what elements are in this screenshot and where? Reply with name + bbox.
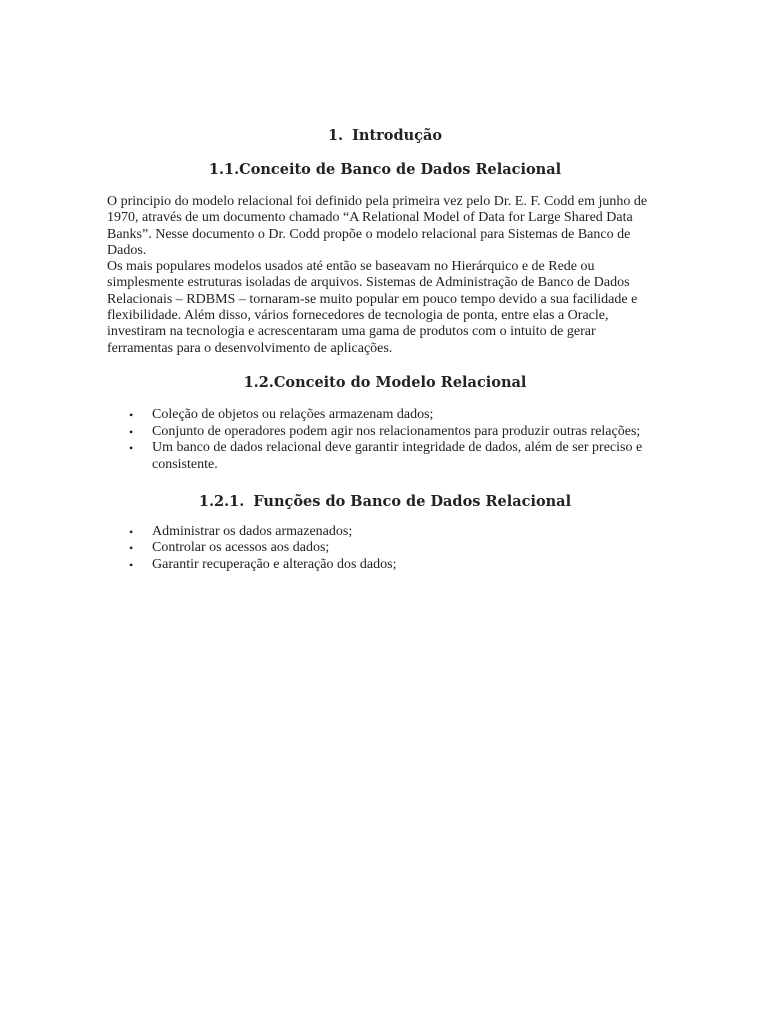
bullet-icon: •: [129, 441, 134, 456]
heading-title: Conceito de Banco de Dados Relacional: [239, 161, 562, 178]
list-item: [107, 424, 663, 441]
list-item: [107, 524, 663, 541]
bullet-icon: •: [129, 541, 134, 556]
heading-number: 1.2.1.: [198, 492, 245, 510]
paragraph-modelos: Os mais populares modelos usados até então se baseavam no Hierárquico e de Rede ou simplesmente estruturas isoladas de arquivos. Sistemas de Administração de Banco de Dados Relacionais – RDBMS – tornaram-se muito popular em pouco tempo devido a sua facilidade e flexibilidade. Além disso, vários fornecedores de tecnologia de ponta, entre elas a Oracle, investiram na tecnologia e acrescentaram uma gama de produtos com o intuito de gerar ferramentas para o desenvolvimento de aplicações.: [107, 259, 638, 356]
list-item-text: Um banco de dados relacional deve garantir integridade de dados, além de ser preciso e consistente.: [152, 440, 643, 473]
heading-conceito-banco-dados: [107, 160, 663, 180]
document-content: [107, 126, 663, 592]
list-item-text: Coleção de objetos ou relações armazenam dados;: [152, 406, 434, 422]
heading-introducao: [107, 126, 663, 146]
list-item: [107, 540, 663, 557]
heading-title: Conceito do Modelo Relacional: [273, 373, 527, 391]
list-item: [107, 440, 663, 473]
heading-conceito-modelo: [107, 373, 663, 393]
bullet-list-funcoes: [107, 524, 663, 574]
list-item: [107, 407, 663, 424]
bullet-icon: •: [129, 424, 134, 439]
paragraph-codd: O principio do modelo relacional foi definido pela primeira vez pelo Dr. E. F. Codd em junho de 1970, através de um documento chamado “A Relational Model of Data for Large Shared Data Banks”. Nesse documento o Dr. Codd propõe o modelo relacional para Sistemas de Banco de Dados.: [107, 194, 648, 258]
bullet-icon: •: [129, 407, 134, 422]
bullet-icon: •: [129, 524, 134, 539]
heading-funcoes: [107, 492, 663, 512]
heading-title: Introdução: [352, 127, 443, 144]
list-item-text: Garantir recuperação e alteração dos dados;: [152, 557, 397, 573]
bullet-list-conceito: [107, 407, 663, 474]
list-item-text: Administrar os dados armazenados;: [152, 523, 353, 539]
list-item-text: Conjunto de operadores podem agir nos relacionamentos para produzir outras relações;: [152, 423, 641, 439]
heading-number: 1.1.: [208, 161, 240, 178]
heading-title: Funções do Banco de Dados Relacional: [253, 492, 572, 510]
bullet-icon: •: [129, 558, 134, 573]
heading-number: 1.2.: [243, 373, 274, 391]
list-item-text: Controlar os acessos aos dados;: [152, 540, 330, 556]
list-item: [107, 557, 663, 574]
heading-number: 1.: [327, 127, 344, 144]
